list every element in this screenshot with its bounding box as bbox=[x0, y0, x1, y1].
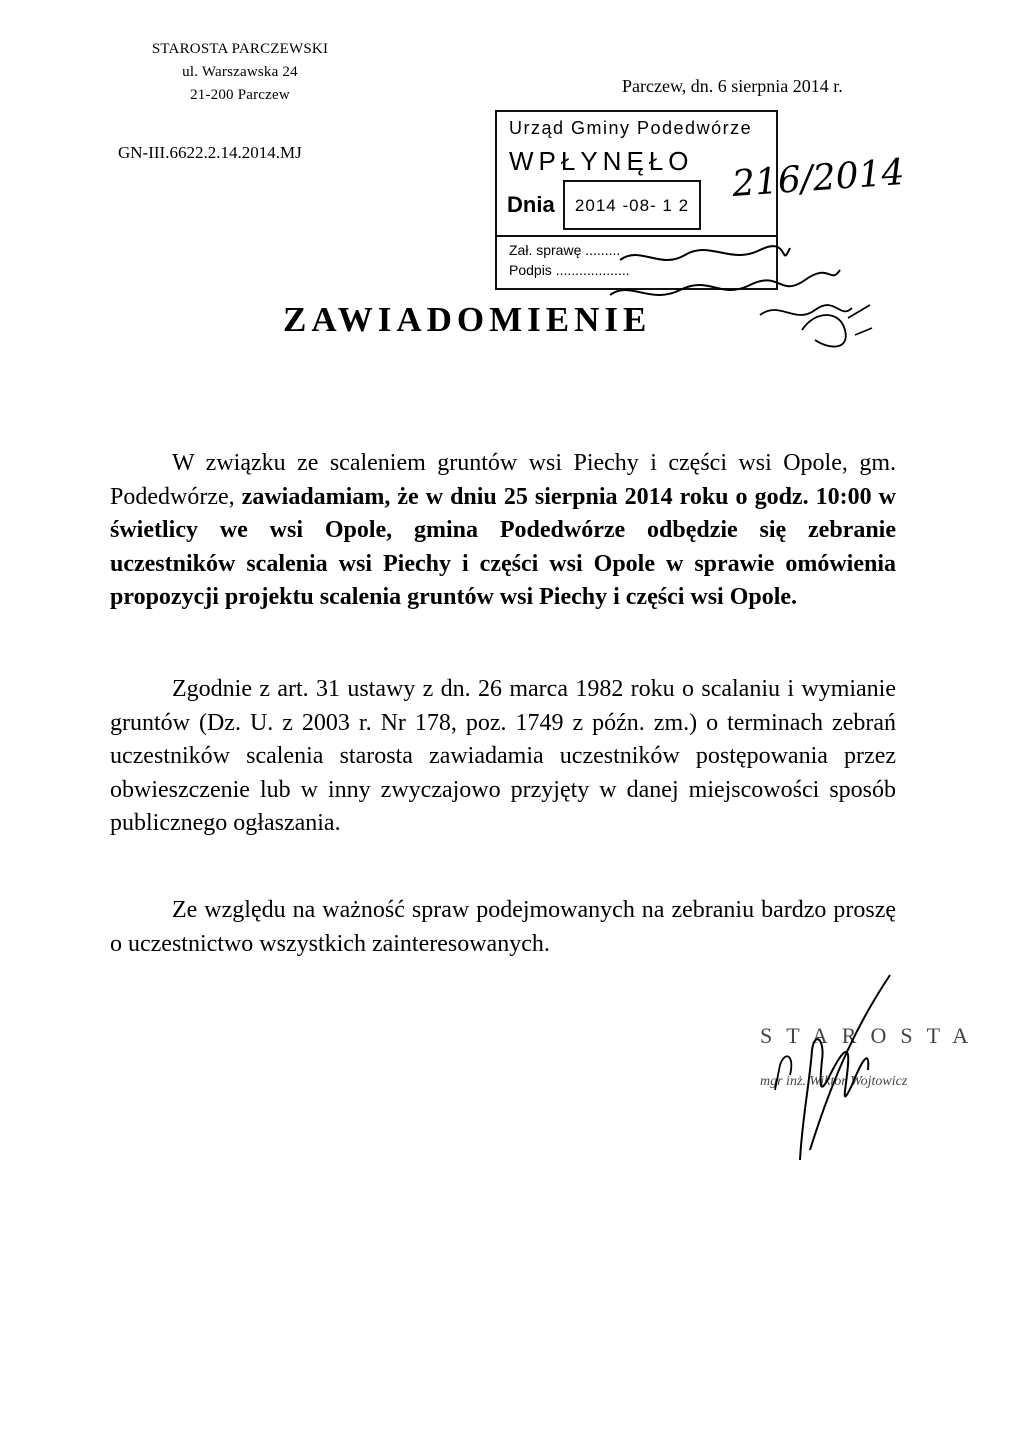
handwritten-registry-number: 216/2014 bbox=[730, 152, 906, 205]
signature-stamp-title: STAROSTA bbox=[760, 1023, 983, 1048]
reference-number: GN-III.6622.2.14.2014.MJ bbox=[118, 143, 302, 162]
signature-icon bbox=[740, 970, 920, 1170]
place-date: Parczew, dn. 6 sierpnia 2014 r. bbox=[622, 76, 843, 96]
body-paragraph-2: Zgodnie z art. 31 ustawy z dn. 26 marca 1982 roku o scalaniu i wymianie gruntów (Dz. U. z 2003 r. Nr 178, poz. 1749 z późn. zm.) o terminach zebrań uczestników scalenia starosta zawiadamia uczestników postępowania przez obwieszczenie lub w inny zwyczajowo przyjęty w danej miejscowości sposób publicznego ogłaszania. bbox=[110, 676, 896, 836]
stamp-office: Urząd Gminy Podedwórze bbox=[509, 118, 753, 138]
sender-office: STAROSTA PARCZEWSKI bbox=[151, 41, 329, 57]
body-paragraph-1 bbox=[110, 447, 896, 615]
sender-block bbox=[110, 38, 370, 107]
p1-bold: zawiadamiam, że w dniu 25 sierpnia 2014 roku o godz. 10:00 w świetlicy we wsi Opole, gmina Podedwórze odbędzie się zebranie uczestników scalenia wsi Piechy i części wsi Opole w sprawie omówienia propozycji projektu scalenia gruntów wsi Piechy i części wsi Opole. bbox=[110, 483, 896, 610]
p1-plain: W związku ze scaleniem gruntów wsi Piechy i części wsi Opole, gm. Podedwórze, bbox=[110, 450, 896, 510]
stamp-attachment-label: Zał. sprawę ......... bbox=[509, 242, 621, 258]
sender-street: ul. Warszawska 24 bbox=[182, 64, 298, 80]
sender-postal-city: 21-200 Parczew bbox=[190, 87, 290, 103]
document-title: ZAWIADOMIENIE bbox=[283, 300, 652, 339]
stamp-date-value: 2014 -08- 1 2 bbox=[563, 180, 701, 230]
signature-stamp-name: mgr inż. Wiktor Wojtowicz bbox=[760, 1074, 908, 1089]
stamp-signature-label: Podpis ................... bbox=[509, 262, 630, 278]
stamp-divider bbox=[497, 235, 776, 237]
stamp-received-label: WPŁYNĘŁO bbox=[509, 146, 694, 176]
stamp-date-label: Dnia bbox=[507, 192, 555, 217]
body-paragraph-3: Ze względu na ważność spraw podejmowanych na zebraniu bardzo proszę o uczestnictwo wszystkich zainteresowanych. bbox=[110, 897, 896, 957]
